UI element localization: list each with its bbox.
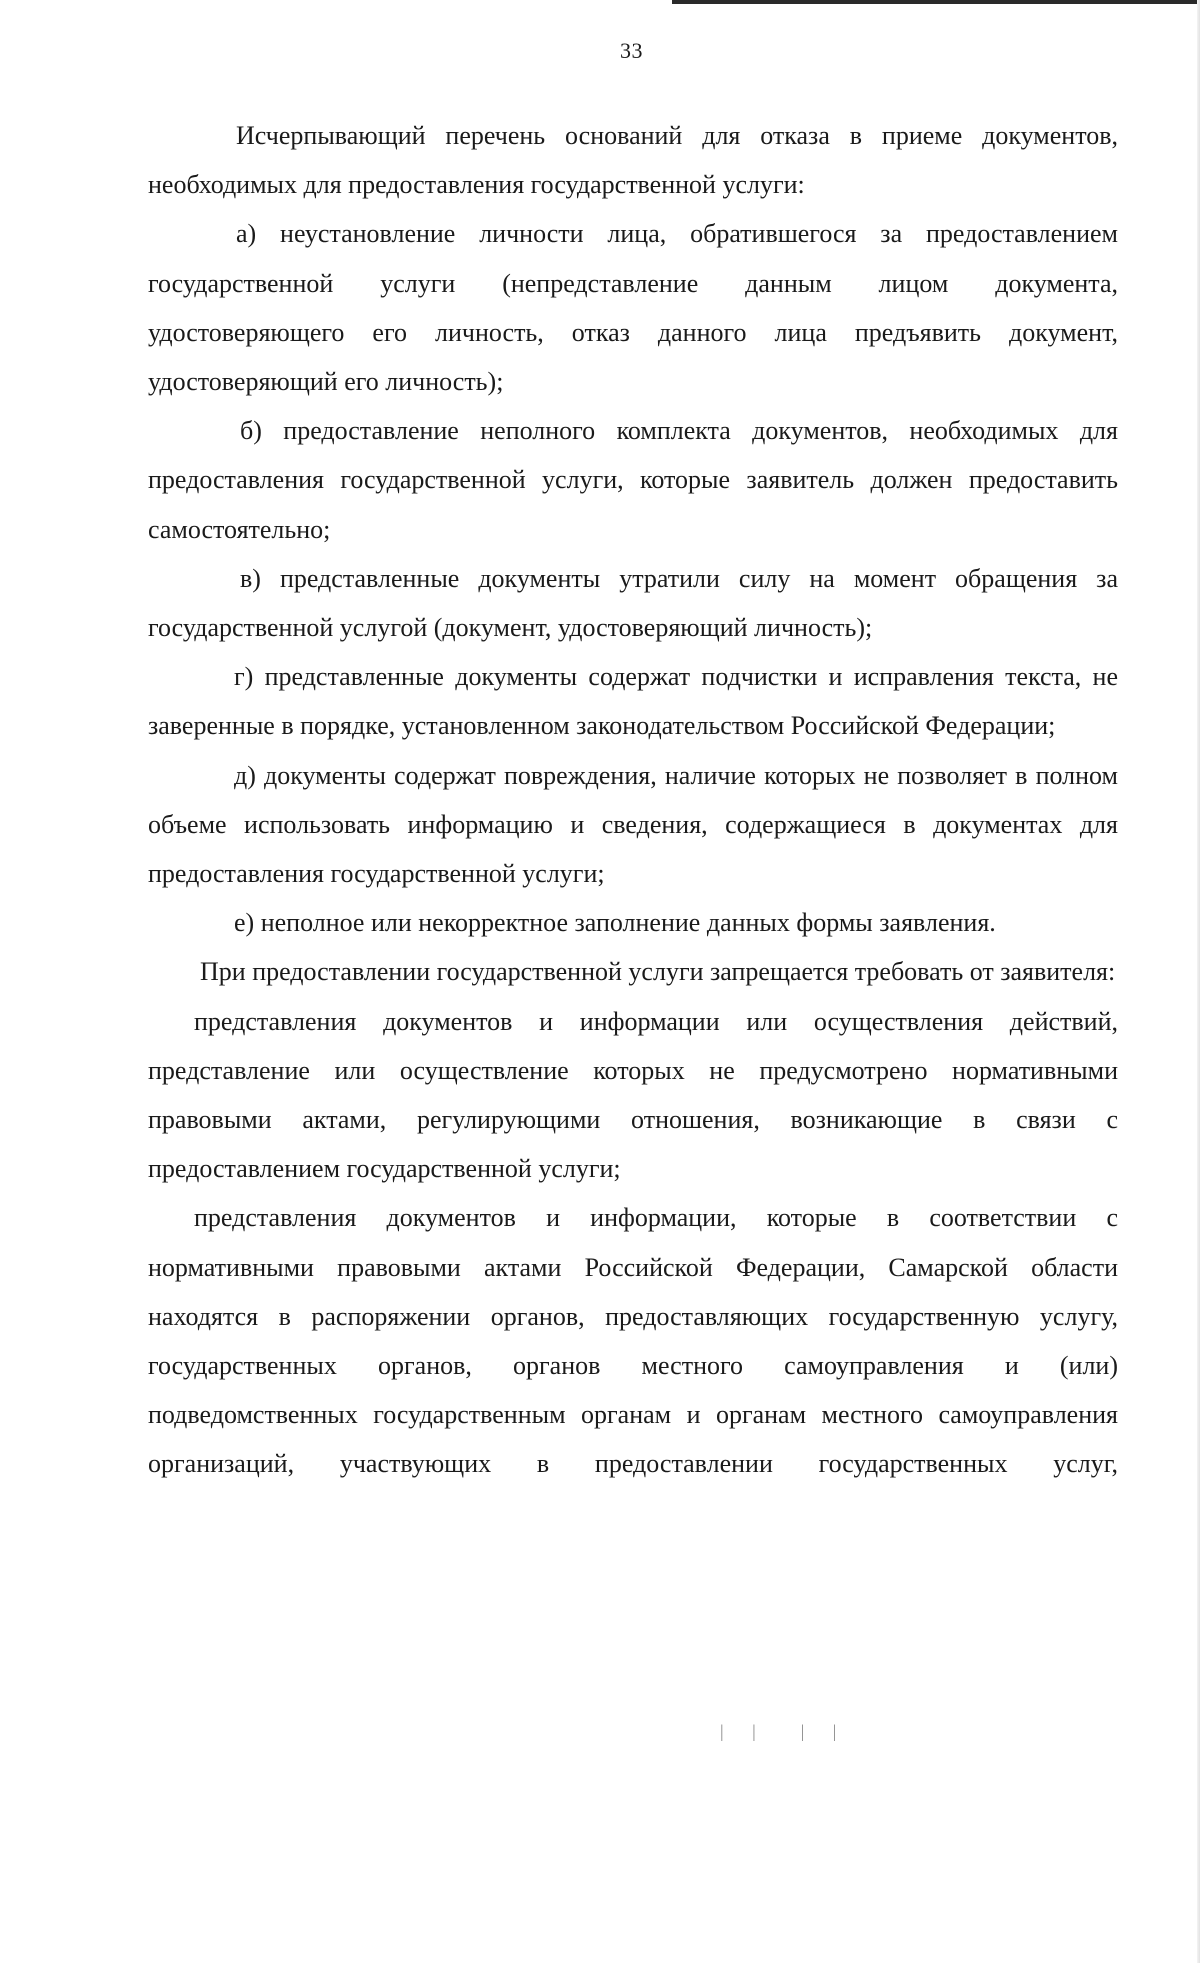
paragraph-item-v: в) представленные документы утратили силу на момент обращения за государственной услугой (документ, удостоверяющий личность); (148, 563, 1118, 643)
paragraph-item-b: б) предоставление неполного комплекта документов, необходимых для предоставления государственной услуги, которые заявитель должен предоставить самостоятельно; (148, 416, 1118, 544)
paragraph-prohibitions-intro: При предоставлении государственной услуги запрещается требовать от заявителя: (200, 957, 1116, 987)
scan-top-border (672, 0, 1200, 4)
page-number: 33 (620, 38, 643, 63)
document-body (148, 111, 1118, 1489)
paragraph-prohibition-1: представления документов и информации или осуществления действий, представление или осуществление которых не предусмотрено нормативными правовыми актами, регулирующими отношения, возникающие в связи с предоставлением государственной услуги; (148, 1006, 1118, 1184)
scan-artifact-marks: | | | | (720, 1721, 849, 1741)
paragraph-grounds-intro: Исчерпывающий перечень оснований для отказа в приеме документов, необходимых для предоставления государственной услуги: (148, 121, 1118, 200)
paragraph-prohibition-2: представления документов и информации, которые в соответствии с нормативными правовыми актами Российской Федерации, Самарской области находятся в распоряжении органов, предоставляющих государственную услугу, государственных органов, органов местного самоуправления и (или) подведомственных государственным органам и органам местного самоуправления организаций, участвующих в предоставлении государственных услуг, (148, 1203, 1118, 1479)
paragraph-item-e: е) неполное или некорректное заполнение данных формы заявления. (234, 908, 996, 938)
paragraph-item-g: г) представленные документы содержат подчистки и исправления текста, не заверенные в порядке, установленном законодательством Российской Федерации; (148, 662, 1118, 741)
paragraph-item-a: а) неустановление личности лица, обратившегося за предоставлением государственной услуги (непредставление данным лицом документа, удостоверяющего его личность, отказ данного лица предъявить документ, удостоверяющий его личность); (148, 219, 1118, 397)
paragraph-item-d: д) документы содержат повреждения, наличие которых не позволяет в полном объеме использовать информацию и сведения, содержащиеся в документах для предоставления государственной услуги; (148, 760, 1118, 889)
